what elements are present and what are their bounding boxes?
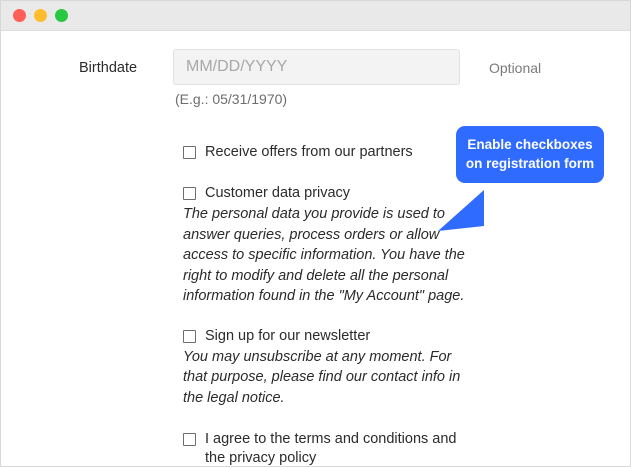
callout-bubble: [456, 126, 604, 183]
birthdate-label: Birthdate: [79, 60, 138, 76]
checkbox-group-partners: [183, 143, 483, 162]
checkbox-label-receive-offers[interactable]: Receive offers from our partners: [205, 144, 413, 160]
checkbox-description-newsletter: You may unsubscribe at any moment. For that purpose, please find our contact info in the legal notice.: [183, 348, 461, 406]
close-window-button[interactable]: [13, 9, 26, 22]
checkbox-customer-data-privacy[interactable]: [183, 187, 196, 200]
callout-tail: [438, 186, 484, 231]
birthdate-hint: (E.g.: 05/31/1970): [175, 91, 288, 107]
checkbox-label-newsletter[interactable]: Sign up for our newsletter: [205, 327, 371, 344]
birthdate-input[interactable]: [173, 49, 460, 85]
form-content: [1, 31, 630, 467]
birthdate-optional-text: Optional: [489, 60, 542, 76]
birthdate-field-row: [1, 49, 630, 89]
checkbox-label-customer-data-privacy[interactable]: Customer data privacy: [205, 185, 351, 201]
maximize-window-button[interactable]: [55, 9, 68, 22]
checkbox-group-terms: [183, 430, 483, 467]
checkbox-newsletter[interactable]: [183, 330, 196, 343]
checkbox-receive-offers[interactable]: [183, 146, 196, 159]
checkbox-terms-and-conditions[interactable]: [183, 433, 196, 446]
checkbox-group-newsletter: [183, 327, 483, 409]
window-titlebar: [1, 1, 630, 31]
checkbox-description-customer-data-privacy: The personal data you provide is used to answer queries, process orders or allow access to specific information. You have the right to modify and delete all the personal information found in the "My Account" page.: [183, 206, 465, 304]
callout-text: Enable checkboxes on registration form: [465, 137, 595, 171]
minimize-window-button[interactable]: [34, 9, 47, 22]
checkbox-label-terms-and-conditions[interactable]: I agree to the terms and conditions and the privacy policy: [205, 431, 457, 466]
